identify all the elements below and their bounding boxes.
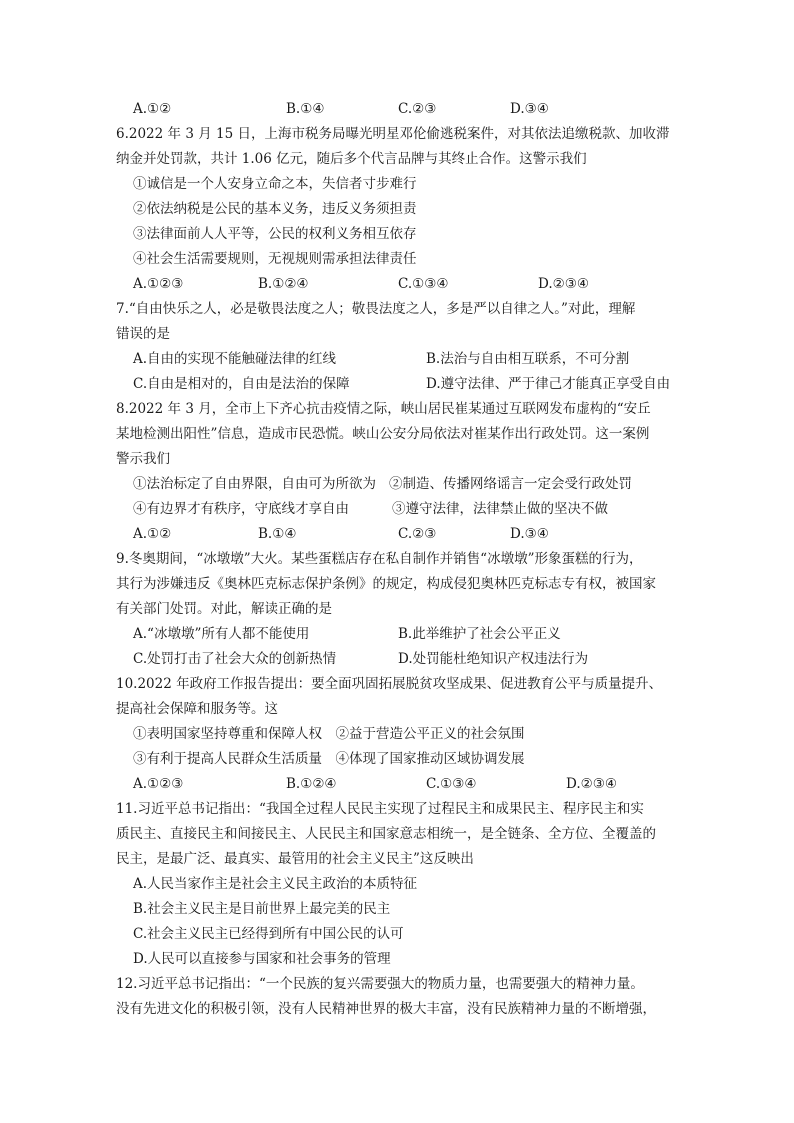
q9-option-a: A.“冰墩墩”所有人都不能使用 xyxy=(133,626,310,642)
q10-item: ①表明国家坚持尊重和保障人权 ②益于营造公平正义的社会氛围 xyxy=(133,726,525,742)
q11-stem-line: 质民主、直接民主和间接民主、人民民主和国家意志相统一，是全链条、全方位、全覆盖的 xyxy=(116,826,656,842)
q6-item: ②依法纳税是公民的基本义务，违反义务须担责 xyxy=(133,201,417,217)
q11-stem-line: 11.习近平总书记指出：“我国全过程人民民主实现了过程民主和成果民主、程序民主和实 xyxy=(116,801,644,817)
q6-option-a: A.①②③ xyxy=(133,276,184,292)
q6-item: ①诚信是一个人安身立命之本，失信者寸步难行 xyxy=(133,176,417,192)
q5-option-d: D.③④ xyxy=(510,101,549,117)
q10-option-a: A.①②③ xyxy=(133,776,184,792)
q9-option-c: C.处罚打击了社会大众的创新热情 xyxy=(133,651,337,667)
q9-stem-line: 有关部门处罚。对此，解读正确的是 xyxy=(116,601,332,617)
q8-item: ④有边界才有秩序，守底线才享自由 xyxy=(133,501,349,517)
q6-option-c: C.①③④ xyxy=(398,276,449,292)
q11-option-a: A.人民当家作主是社会主义民主政治的本质特征 xyxy=(133,876,418,892)
q10-stem-line: 10.2022 年政府工作报告提出：要全面巩固拓展脱贫攻坚成果、促进教育公平与质量提升、 xyxy=(116,676,663,692)
q11-option-b: B.社会主义民主是目前世界上最完美的民主 xyxy=(133,901,391,917)
q10-option-d: D.②③④ xyxy=(566,776,617,792)
q7-option-a: A.自由的实现不能触碰法律的红线 xyxy=(133,351,337,367)
q10-option-c: C.①③④ xyxy=(426,776,477,792)
q8-item: ①法治标定了自由界限，自由可为所欲为 xyxy=(133,476,376,492)
q6-stem-line: 纳金并处罚款，共计 1.06 亿元，随后多个代言品牌与其终止合作。这警示我们 xyxy=(116,151,587,167)
q8-option-a: A.①② xyxy=(133,526,172,542)
q7-stem-line: 7.“自由快乐之人，必是敬畏法度之人；敬畏法度之人，多是严以自律之人。”对此，理解 xyxy=(116,301,636,317)
q9-option-b: B.此举维护了社会公平正义 xyxy=(398,626,561,642)
q6-option-b: B.①②④ xyxy=(258,276,309,292)
q8-option-c: C.②③ xyxy=(398,526,437,542)
q9-stem-line: 9.冬奥期间，“冰墩墩”大火。某些蛋糕店存在私自制作并销售“冰墩墩”形象蛋糕的行为， xyxy=(116,551,643,567)
q8-item: ②制造、传播网络谣言一定会受行政处罚 xyxy=(389,476,632,492)
q5-option-c: C.②③ xyxy=(398,101,437,117)
q8-option-b: B.①④ xyxy=(258,526,297,542)
q7-option-d: D.遵守法律、严于律己才能真正享受自由 xyxy=(426,376,671,392)
q9-option-d: D.处罚能杜绝知识产权违法行为 xyxy=(398,651,589,667)
q8-stem-line: 警示我们 xyxy=(116,451,170,467)
q8-stem-line: 8.2022 年 3 月，全市上下齐心抗击疫情之际，峡山居民崔某通过互联网发布虚构的“安丘 xyxy=(116,401,651,417)
q10-stem-line: 提高社会保障和服务等。这 xyxy=(116,701,278,717)
q6-option-d: D.②③④ xyxy=(538,276,589,292)
q6-item: ③法律面前人人平等，公民的权利义务相互依存 xyxy=(133,226,417,242)
q10-item: ③有利于提高人民群众生活质量 ④体现了国家推动区域协调发展 xyxy=(133,751,525,767)
q12-stem-line: 12.习近平总书记指出：“一个民族的复兴需要强大的物质力量，也需要强大的精神力量。 xyxy=(116,976,644,992)
q8-option-d: D.③④ xyxy=(510,526,549,542)
q11-option-c: C.社会主义民主已经得到所有中国公民的认可 xyxy=(133,926,404,942)
q7-option-c: C.自由是相对的，自由是法治的保障 xyxy=(133,376,350,392)
q5-option-b: B.①④ xyxy=(286,101,325,117)
q11-stem-line: 民主，是最广泛、最真实、最管用的社会主义民主”这反映出 xyxy=(116,851,474,867)
q8-stem-line: 某地检测出阳性”信息，造成市民恐慌。峡山公安分局依法对崔某作出行政处罚。这一案例 xyxy=(116,426,650,442)
q10-option-b: B.①②④ xyxy=(286,776,337,792)
q12-stem-line: 没有先进文化的积极引领，没有人民精神世界的极大丰富，没有民族精神力量的不断增强， xyxy=(116,1001,656,1017)
q11-option-d: D.人民可以直接参与国家和社会事务的管理 xyxy=(133,951,391,967)
q5-option-a: A.①② xyxy=(133,101,172,117)
q8-item: ③遵守法律，法律禁止做的坚决不做 xyxy=(392,501,608,517)
q9-stem-line: 其行为涉嫌违反《奥林匹克标志保护条例》的规定，构成侵犯奥林匹克标志专有权，被国家 xyxy=(116,576,656,592)
q6-stem-line: 6.2022 年 3 月 15 日，上海市税务局曝光明星邓伦偷逃税案件，对其依法追缴税款、加收滞 xyxy=(116,126,670,142)
q7-stem-line: 错误的是 xyxy=(116,326,170,342)
q7-option-b: B.法治与自由相互联系，不可分割 xyxy=(426,351,630,367)
q6-item: ④社会生活需要规则，无视规则需承担法律责任 xyxy=(133,251,417,267)
